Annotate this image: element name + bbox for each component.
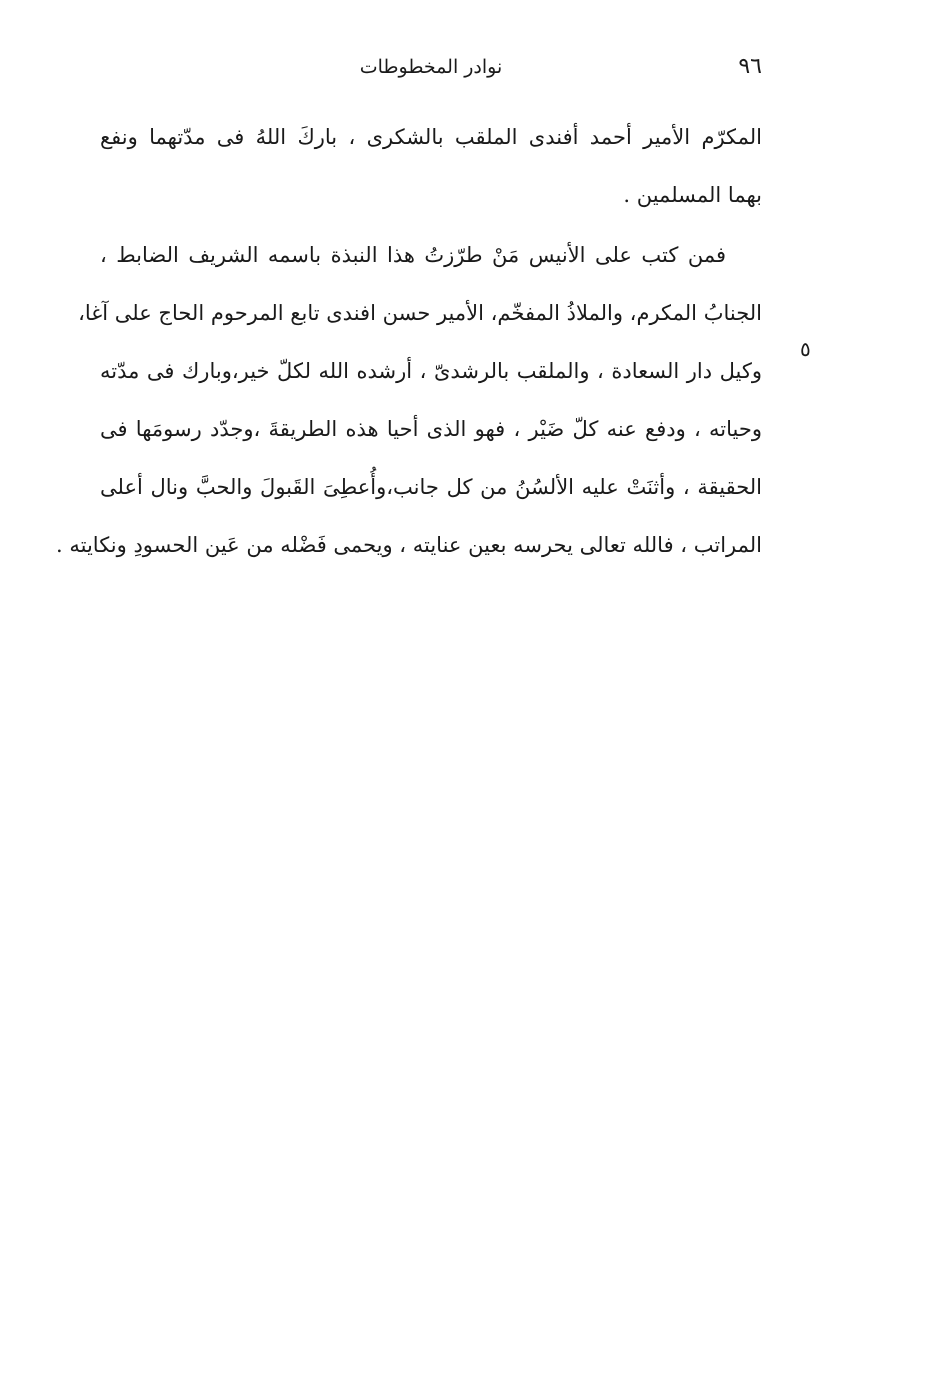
paragraph-2 [56, 226, 762, 574]
text-line: الجنابُ المكرم، والملاذُ المفخّم، الأمير حسن افندى تابع المرحوم الحاج على آغا، [78, 301, 762, 325]
page-number: ٩٦ [738, 54, 762, 79]
text-line: المراتب ، فالله تعالى يحرسه بعين عنايته ، ويحمى فَضْله من عَين الحسودِ ونكايته . [56, 533, 762, 557]
text-line: وكيل دار السعادة ، والملقب بالرشدىّ ، أرشده الله لكلّ خير،وبارك فى مدّته [100, 359, 762, 383]
text-line: فمن كتب على الأنيس مَنْ طرّزتُ هذا النبذة باسمه الشريف الضابط ، [100, 243, 726, 267]
paragraph-1 [100, 108, 762, 224]
text-line: وحياته ، ودفع عنه كلّ ضَيْر ، فهو الذى أحيا هذه الطريقةَ ،وجدّد رسومَها فى [100, 417, 762, 441]
line-number-marker: ٥ [800, 337, 811, 361]
book-title: نوادر المخطوطات [359, 56, 503, 78]
text-line: المكرّم الأمير أحمد أفندى الملقب بالشكرى ، باركَ اللهُ فى مدّتهما ونفع [100, 125, 762, 149]
text-line: بهما المسلمين . [623, 183, 762, 207]
text-line: الحقيقة ، وأثنَتْ عليه الألسُنُ من كل جانب،وأُعطِىَ القَبولَ والحبَّ ونال أعلى [100, 475, 762, 499]
running-head [100, 52, 762, 84]
